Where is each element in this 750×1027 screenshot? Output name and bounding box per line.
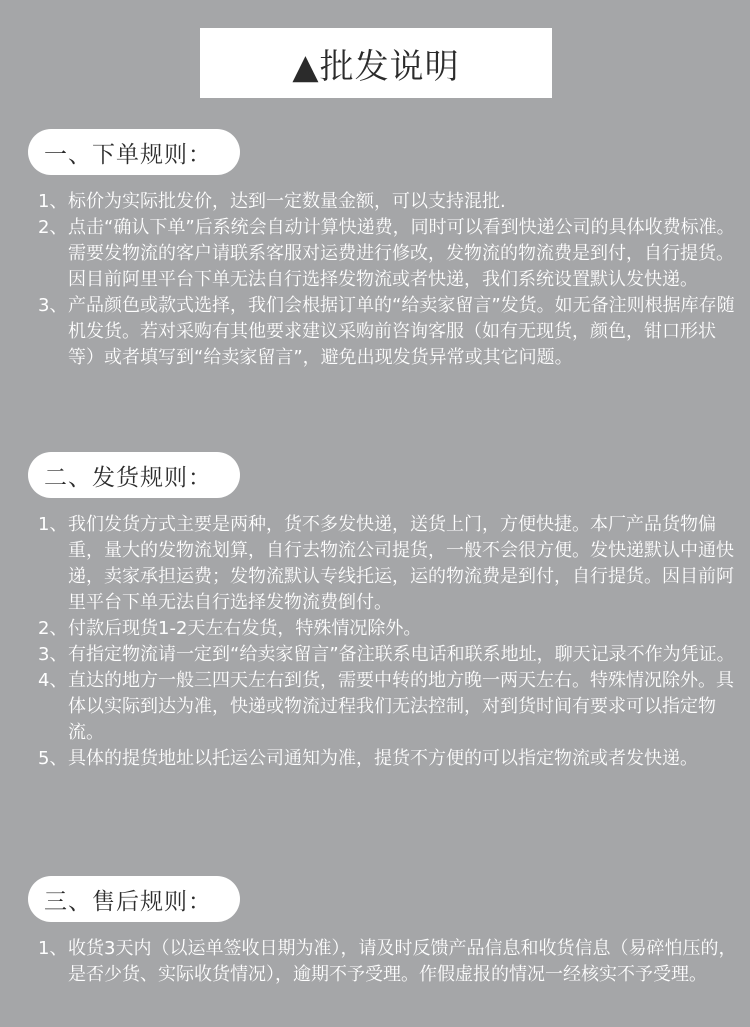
item-text: 点击“确认下单”后系统会自动计算快递费，同时可以看到快递公司的具体收费标准。需要发物流的客户请联系客服对运费进行修改，发物流的物流费是到付，自行提货。因目前阿里平台下单无法自行选择发物流或者快递，我们系统设置默认发快递。 [68, 217, 735, 290]
item-number: 1、 [38, 191, 68, 212]
item-number: 5、 [38, 748, 68, 769]
item-number: 4、 [38, 670, 68, 691]
item-text: 我们发货方式主要是两种，货不多发快递，送货上门，方便快捷。本厂产品货物偏重，量大的发物流划算，自行去物流公司提货，一般不会很方便。发快递默认中通快递，卖家承担运费；发物流默认专线托运，运的物流费是到付，自行提货。因目前阿里平台下单无法自行选择发物流费倒付。 [68, 514, 734, 613]
item-text: 具体的提货地址以托运公司通知为准，提货不方便的可以指定物流或者发快递。 [68, 748, 698, 769]
page-title: ▲批发说明 [200, 28, 552, 98]
list-item [38, 616, 738, 642]
item-text: 收货3天内（以运单签收日期为准），请及时反馈产品信息和收货信息（易碎怕压的，是否少货、实际收货情况），逾期不予受理。作假虚报的情况一经核实不予受理。 [68, 938, 737, 985]
list-item [38, 189, 738, 215]
order-rules-list [38, 189, 738, 371]
item-text: 产品颜色或款式选择，我们会根据订单的“给卖家留言”发货。如无备注则根据库存随机发货。若对采购有其他要求建议采购前咨询客服（如有无现货，颜色，钳口形状等）或者填写到“给卖家留言”，避免出现发货异常或其它问题。 [68, 295, 735, 368]
section-heading-shipping-rules: 二、发货规则： [28, 452, 240, 498]
list-item [38, 642, 738, 668]
list-item [38, 668, 738, 746]
list-item [38, 512, 738, 616]
item-text: 付款后现货1-2天左右发货，特殊情况除外。 [68, 618, 422, 639]
item-text: 标价为实际批发价，达到一定数量金额，可以支持混批. [68, 191, 506, 212]
list-item [38, 936, 738, 988]
item-text: 直达的地方一般三四天左右到货，需要中转的地方晚一两天左右。特殊情况除外。具体以实际到达为准，快递或物流过程我们无法控制，对到货时间有要求可以指定物流。 [68, 670, 734, 743]
item-text: 有指定物流请一定到“给卖家留言”备注联系电话和联系地址，聊天记录不作为凭证。 [68, 644, 735, 665]
item-number: 3、 [38, 644, 68, 665]
section-heading-after-sales-rules: 三、售后规则： [28, 876, 240, 922]
section-heading-order-rules: 一、下单规则： [28, 129, 240, 175]
list-item [38, 746, 738, 772]
shipping-rules-list [38, 512, 738, 772]
list-item [38, 293, 738, 371]
item-number: 3、 [38, 295, 68, 316]
item-number: 2、 [38, 217, 68, 238]
after-sales-rules-list [38, 936, 738, 988]
list-item [38, 215, 738, 293]
item-number: 1、 [38, 514, 68, 535]
item-number: 2、 [38, 618, 68, 639]
item-number: 1、 [38, 938, 68, 959]
